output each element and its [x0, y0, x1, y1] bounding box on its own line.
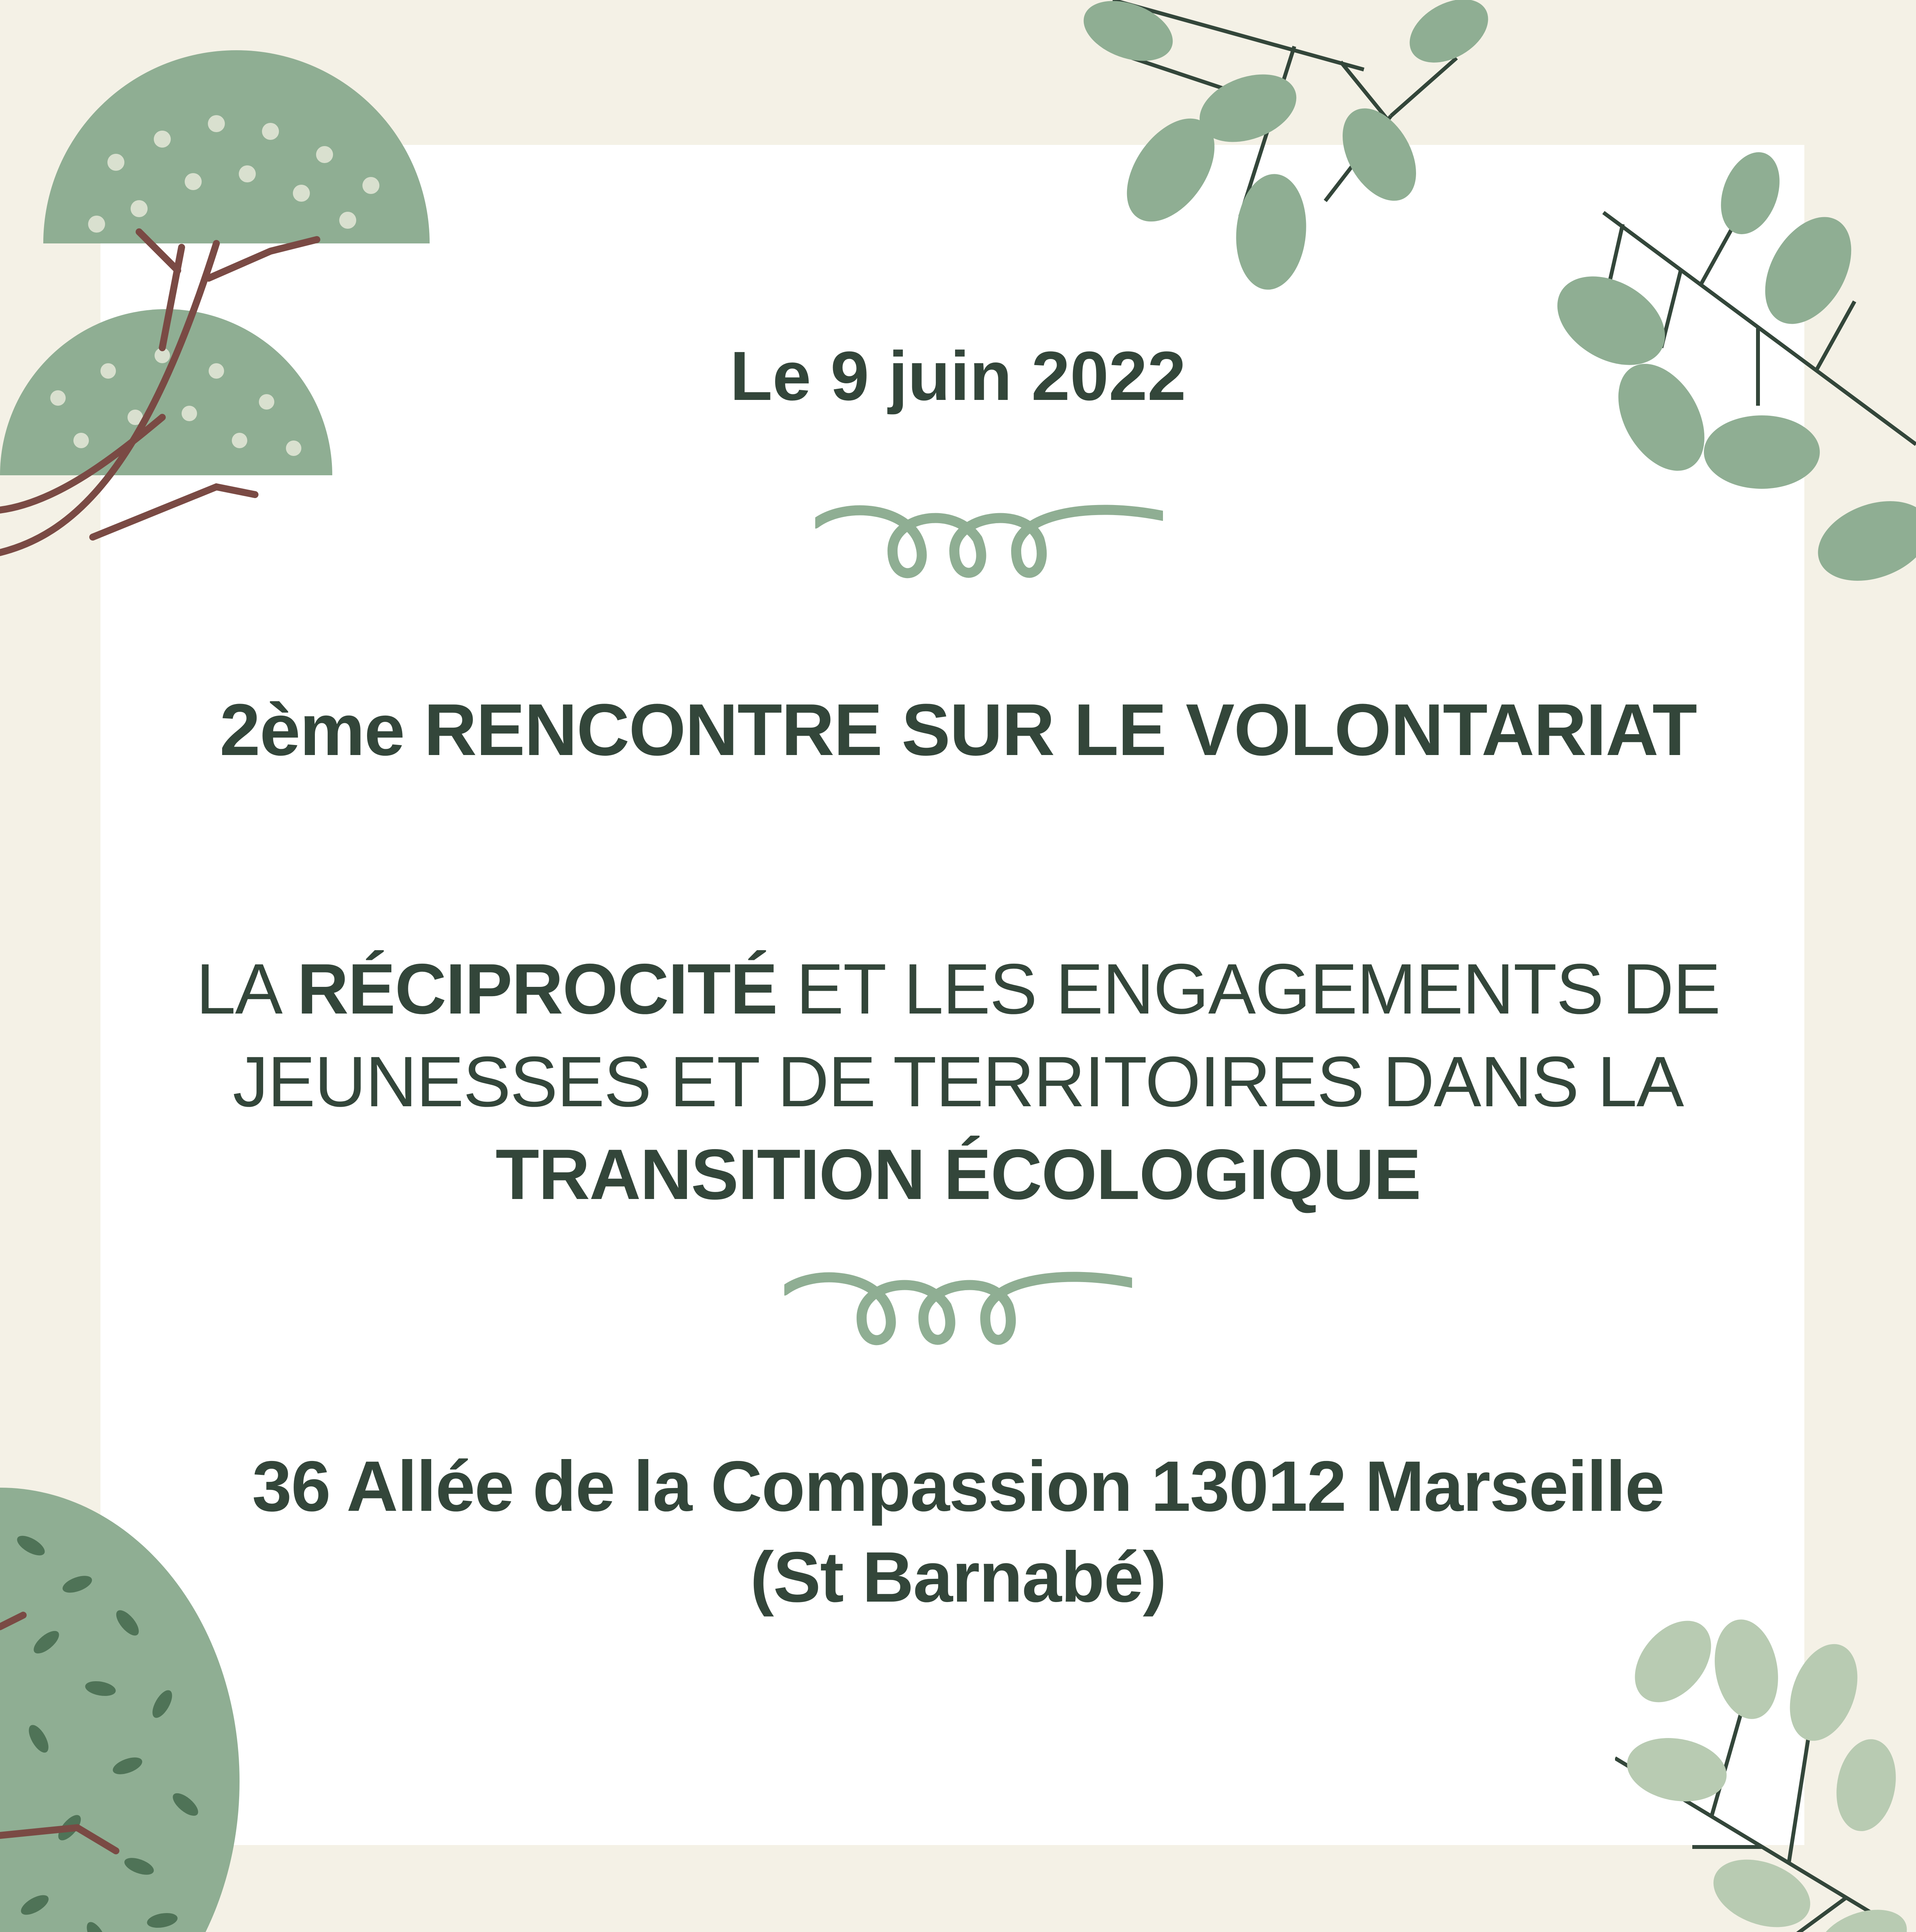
squiggle-divider-bottom: [784, 1267, 1132, 1352]
squiggle-divider-top: [815, 500, 1163, 585]
theme-line1-post: ET LES ENGAGEMENTS DE: [777, 949, 1720, 1029]
event-title: 2ème RENCONTRE SUR LE VOLONTARIAT: [219, 689, 1697, 771]
tree-top-left-decoration: [0, 0, 464, 580]
address-line2: (St Barnabé): [750, 1537, 1166, 1617]
leaves-right-decoration: [1615, 1592, 1916, 1932]
event-date: Le 9 juin 2022: [730, 337, 1186, 415]
event-address: [0, 1441, 1916, 1623]
theme-line2: JEUNESSES ET DE TERRITOIRES DANS LA: [233, 1042, 1683, 1122]
theme-keyword-reciprocite: RÉCIPROCITÉ: [297, 949, 777, 1029]
address-line1: 36 Allée de la Compassion 13012 Marseille: [252, 1447, 1664, 1526]
event-theme: [0, 943, 1916, 1221]
theme-line1-pre: LA: [196, 949, 297, 1029]
theme-keyword-transition: TRANSITION ÉCOLOGIQUE: [495, 1135, 1421, 1214]
